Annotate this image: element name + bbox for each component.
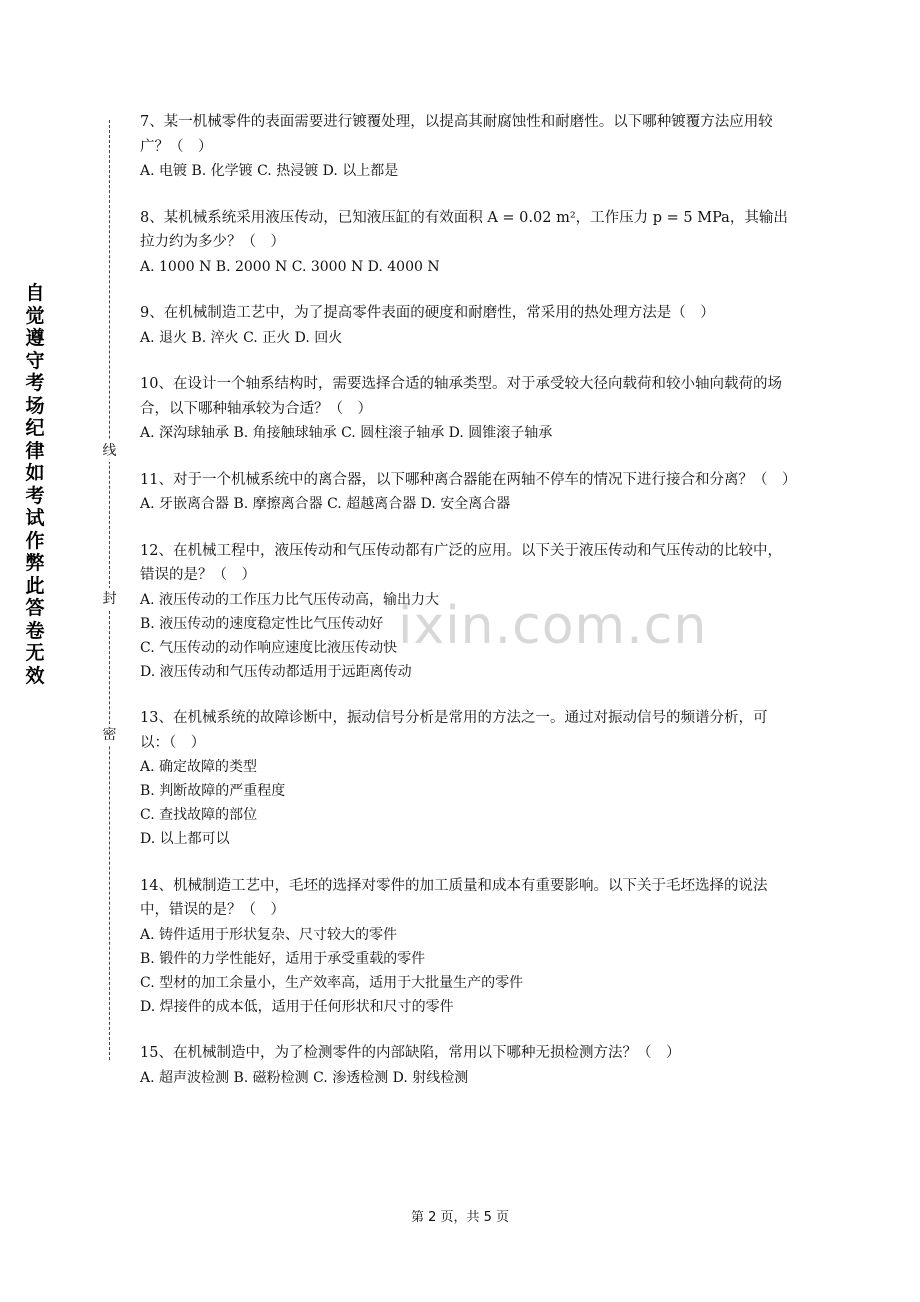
question-options	[140, 755, 790, 851]
question-stem: 12、在机械工程中，液压传动和气压传动都有广泛的应用。以下关于液压传动和气压传动的比较中，错误的是？（ ）	[140, 542, 782, 583]
option-line: A. 超声波检测 B. 磁粉检测 C. 渗透检测 D. 射线检测	[140, 1069, 469, 1086]
question-stem: 14、机械制造工艺中，毛坯的选择对零件的加工质量和成本有重要影响。以下关于毛坯选择的说法中，错误的是？（ ）	[140, 877, 768, 918]
option-c: C. 查找故障的部位	[140, 807, 258, 823]
question-7	[140, 110, 790, 183]
page-number-footer: 第 2 页，共 5 页	[410, 1210, 510, 1225]
question-options	[140, 159, 790, 183]
option-b: B. 判断故障的严重程度	[140, 783, 286, 799]
option-c: C. 气压传动的动作响应速度比液压传动快	[140, 639, 398, 656]
watermark: ixin.com.cn	[398, 596, 708, 656]
question-options	[140, 255, 790, 279]
option-d: D. 液压传动和气压传动都适用于远距离传动	[140, 663, 412, 680]
question-stem: 8、某机械系统采用液压传动，已知液压缸的有效面积 A = 0.02 m²，工作压力 p = 5 MPa，其输出拉力约为多少？（ ）	[140, 209, 788, 250]
option-line: A. 牙嵌离合器 B. 摩擦离合器 C. 超越离合器 D. 安全离合器	[140, 496, 511, 512]
binding-label-feng: 封	[101, 588, 118, 610]
question-list	[140, 110, 797, 1112]
question-15	[140, 1041, 790, 1090]
question-stem: 15、在机械制造中，为了检测零件的内部缺陷，常用以下哪种无损检测方法？（ ）	[140, 1045, 681, 1061]
question-options	[140, 588, 790, 684]
question-13	[140, 706, 790, 851]
question-11	[140, 468, 797, 517]
question-12	[140, 539, 790, 684]
question-8	[140, 206, 790, 279]
question-options	[140, 326, 790, 350]
question-stem: 10、在设计一个轴系结构时，需要选择合适的轴承类型。对于承受较大径向载荷和较小轴向载荷的场合，以下哪种轴承较为合适？（ ）	[140, 376, 782, 417]
option-c: C. 型材的加工余量小，生产效率高，适用于大批量生产的零件	[140, 974, 524, 991]
question-9	[140, 301, 790, 350]
option-line: A. 电镀 B. 化学镀 C. 热浸镀 D. 以上都是	[140, 163, 399, 179]
binding-label-mi: 密	[101, 724, 118, 746]
option-d: D. 焊接件的成本低，适用于任何形状和尺寸的零件	[140, 998, 454, 1015]
question-options	[140, 1066, 790, 1090]
option-a: A. 液压传动的工作压力比气压传动高，输出力大	[140, 591, 440, 608]
question-options	[140, 923, 790, 1019]
question-14	[140, 874, 790, 1019]
question-10	[140, 372, 790, 445]
option-line: A. 1000 N B. 2000 N C. 3000 N D. 4000 N	[140, 258, 440, 275]
option-b: B. 液压传动的速度稳定性比气压传动好	[140, 615, 384, 632]
binding-label-xian: 线	[101, 440, 118, 462]
exam-discipline-notice: 自觉遵守考场纪律如考试作弊此答卷无效	[25, 282, 45, 687]
option-d: D. 以上都可以	[140, 831, 230, 847]
question-stem: 7、某一机械零件的表面需要进行镀覆处理，以提高其耐腐蚀性和耐磨性。以下哪种镀覆方法应用较广？（ ）	[140, 114, 773, 155]
option-a: A. 确定故障的类型	[140, 759, 258, 775]
option-a: A. 铸件适用于形状复杂、尺寸较大的零件	[140, 926, 398, 943]
question-options	[140, 421, 790, 445]
question-stem: 11、对于一个机械系统中的离合器，以下哪种离合器能在两轴不停车的情况下进行接合和分离？（ ）	[140, 471, 797, 488]
option-b: B. 锻件的力学性能好，适用于承受重载的零件	[140, 950, 426, 967]
question-stem: 9、在机械制造工艺中，为了提高零件表面的硬度和耐磨性，常采用的热处理方法是（ ）	[140, 305, 715, 321]
question-stem: 13、在机械系统的故障诊断中，振动信号分析是常用的方法之一。通过对振动信号的频谱分析，可以：（ ）	[140, 710, 768, 751]
option-line: A. 深沟球轴承 B. 角接触球轴承 C. 圆柱滚子轴承 D. 圆锥滚子轴承	[140, 425, 553, 441]
question-options	[140, 492, 790, 516]
option-line: A. 退火 B. 淬火 C. 正火 D. 回火	[140, 329, 343, 346]
